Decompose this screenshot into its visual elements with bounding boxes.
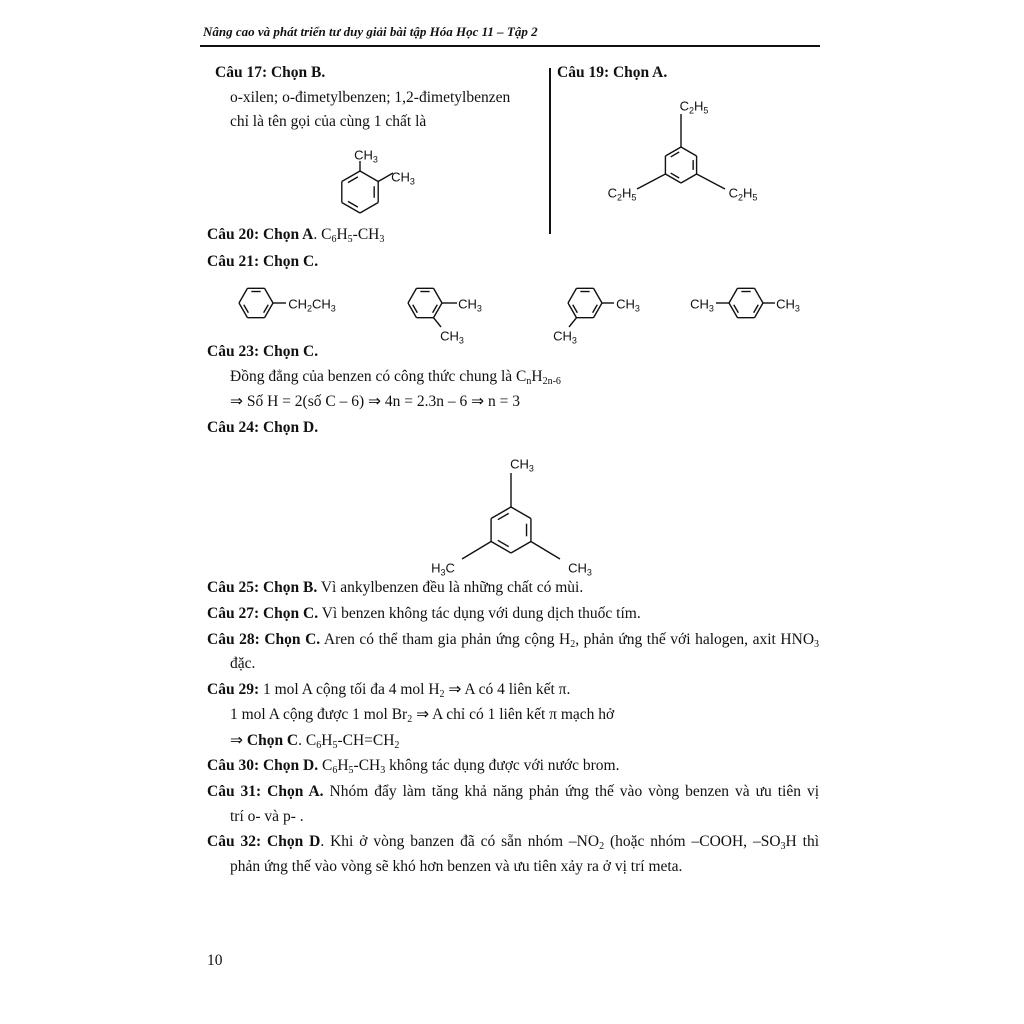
q21-structure-label: $CH_2CH_3$ <box>288 296 336 314</box>
benzene-ring-bond <box>594 288 603 303</box>
q19-structure-label: $C_2H_5$ <box>728 185 758 203</box>
benzene-ring-bond <box>681 147 697 156</box>
benzene-ring-bond <box>342 203 360 214</box>
benzene-ring-bond <box>511 507 531 519</box>
benzene-ring-bond <box>665 147 681 156</box>
q23-heading: Câu 23: Chọn C. <box>207 343 319 360</box>
q25-text: Vì ankylbenzen đều là những chất có mùi. <box>317 579 584 596</box>
q31-line <box>207 782 819 802</box>
column-divider <box>549 68 551 234</box>
q19-structure-label: $C_2H_5$ <box>679 98 709 116</box>
q30-heading: Câu 30: Chọn D. <box>207 757 319 774</box>
running-header: Nâng cao và phát triển tư duy giải bài tập Hóa Học 11 – Tập 2 <box>203 24 538 39</box>
benzene-ring-bond <box>360 171 378 182</box>
page-number: 10 <box>207 952 223 969</box>
q28-heading: Câu 28: Chọn C. <box>207 631 321 648</box>
q17-structure-label: $CH_3$ <box>354 147 378 165</box>
benzene-ring-bond <box>729 288 738 303</box>
substituent-bond <box>569 318 577 327</box>
benzene-ring-bond <box>360 203 378 214</box>
q19-heading: Câu 19: Chọn A. <box>557 64 668 81</box>
q31-heading: Câu 31: Chọn A. <box>207 783 324 800</box>
q24-structure-label: $CH_3$ <box>568 560 592 578</box>
substituent-bond <box>637 174 665 189</box>
benzene-ring-bond <box>491 507 511 519</box>
benzene-ring-bond <box>511 542 531 554</box>
benzene-ring-bond <box>681 174 697 183</box>
substituent-bond <box>462 542 491 560</box>
benzene-ring-bond <box>568 288 577 303</box>
q27-heading: Câu 27: Chọn C. <box>207 605 319 622</box>
q31-text: Nhóm đẩy làm tăng khả năng phản ứng thế vào vòng benzen và ưu tiên vị <box>323 783 819 800</box>
substituent-bond <box>434 318 442 327</box>
q20-heading: Câu 20: Chọn A <box>207 226 314 243</box>
q21-structure-label: $CH_3$ <box>690 296 714 314</box>
q17-heading: Câu 17: Chọn B. <box>215 64 326 81</box>
q21-structure-label: $CH_3$ <box>440 328 464 346</box>
q29-answer-text: . $C_6H_5-CH=CH_2$ <box>298 732 400 751</box>
benzene-ring-bond <box>665 174 681 183</box>
q29-line2: 1 mol A cộng được 1 mol $Br_2$ ⇒ A chỉ có 1 liên kết π mạch hở <box>230 706 615 725</box>
benzene-ring-bond <box>239 288 248 303</box>
q20-text: . $C_6H_5-CH_3$ <box>313 226 385 245</box>
q32-continuation: phản ứng thế vào vòng sẽ khó hơn benzen và ưu tiên xảy ra ở vị trí meta. <box>230 858 683 875</box>
q28-text: Aren có thể tham gia phản ứng cộng $H_2$, phản ứng thế với halogen, axit $HNO_3$ <box>320 631 819 650</box>
q32-text: . Khi ở vòng banzen đã có sẵn nhóm $-NO_2$ (hoặc nhóm –COOH, $-SO_3H$ thì <box>320 833 819 852</box>
benzene-ring-bond <box>755 288 764 303</box>
q21-structure-label: $CH_3$ <box>458 296 482 314</box>
q30-text: $C_6H_5-CH_3$ không tác dụng được với nước brom. <box>318 757 620 776</box>
benzene-ring-bond <box>434 288 443 303</box>
q29-heading: Câu 29: <box>207 681 260 698</box>
q29-conclusion <box>230 731 399 751</box>
q29-text: 1 mol A cộng tối đa 4 mol $H_2$ ⇒ A có 4 liên kết π. <box>259 681 571 700</box>
q32-line <box>207 832 819 852</box>
q31-continuation: trí o- và p- . <box>230 808 304 825</box>
benzene-ring-bond <box>342 171 360 182</box>
benzene-ring-bond <box>491 542 511 554</box>
q32-heading: Câu 32: Chọn D <box>207 833 321 850</box>
q17-line: o-xilen; o-đimetylbenzen; 1,2-đimetylbenzen <box>230 89 511 106</box>
q23-line: Đồng đẳng của benzen có công thức chung là $C_nH_{2n-6}$ <box>230 368 561 387</box>
q23-line: ⇒ Số H = 2(số C – 6) ⇒ 4n = 2.3n – 6 ⇒ n = 3 <box>230 393 520 410</box>
q21-structure-label: $CH_3$ <box>776 296 800 314</box>
q21-heading: Câu 21: Chọn C. <box>207 253 319 270</box>
q24-structure-label: $H_3C$ <box>431 560 455 578</box>
q28-continuation: đặc. <box>230 655 256 672</box>
q17-line: chỉ là tên gọi của cùng 1 chất là <box>230 113 427 130</box>
q25-line <box>207 578 583 598</box>
implies-arrow: ⇒ <box>230 732 247 749</box>
q21-structure-label: $CH_3$ <box>553 328 577 346</box>
q21-structure-label: $CH_3$ <box>616 296 640 314</box>
q24-heading: Câu 24: Chọn D. <box>207 419 319 436</box>
benzene-ring-bond <box>408 288 417 303</box>
q17-structure-label: $CH_3$ <box>391 169 415 187</box>
substituent-bond <box>697 174 725 189</box>
q29-answer: Chọn C <box>246 732 299 749</box>
q28-line <box>207 630 819 650</box>
q19-structure-label: $C_2H_5$ <box>607 185 637 203</box>
q25-heading: Câu 25: Chọn B. <box>207 579 318 596</box>
q27-line <box>207 604 641 624</box>
q27-text: Vì benzen không tác dụng với dung dịch thuốc tím. <box>318 605 641 622</box>
q29-line <box>207 680 570 700</box>
benzene-ring-bond <box>265 288 274 303</box>
substituent-bond <box>531 542 560 560</box>
q24-structure-label: $CH_3$ <box>510 456 534 474</box>
q20-line <box>207 225 384 245</box>
q30-line <box>207 756 619 776</box>
